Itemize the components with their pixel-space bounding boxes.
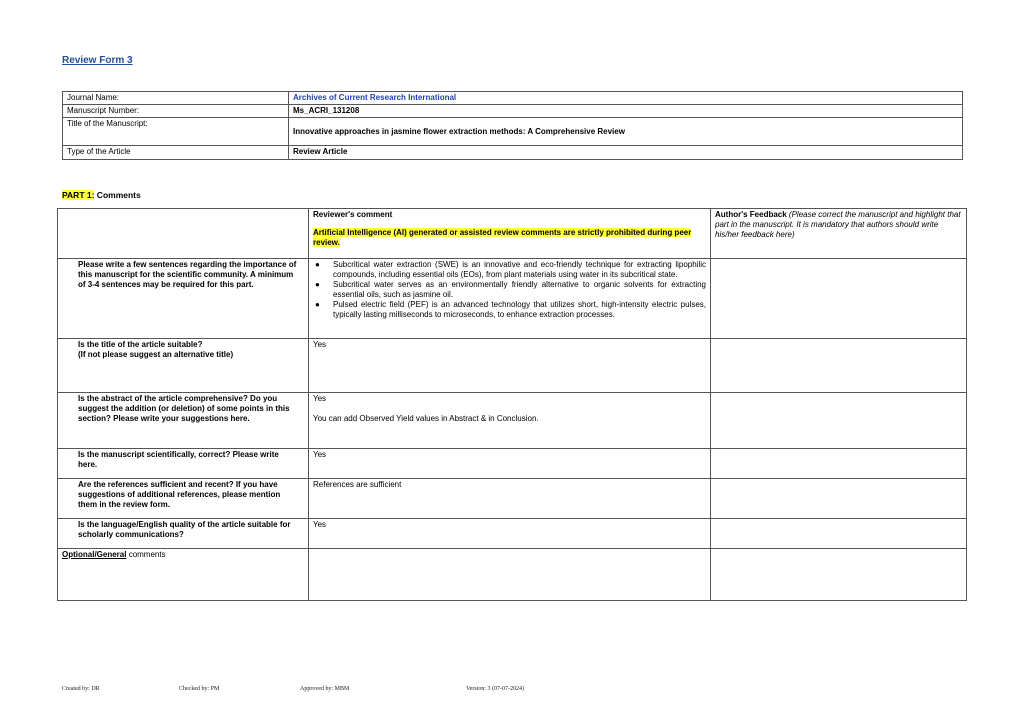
manuscript-number-row bbox=[63, 105, 963, 118]
journal-row bbox=[63, 92, 963, 105]
importance-comment bbox=[309, 259, 711, 339]
ai-warning-text: Artificial Intelligence (AI) generated or assisted review comments are strictly prohibited during peer review. bbox=[313, 228, 692, 247]
manuscript-title-row bbox=[63, 118, 963, 146]
optional-row bbox=[58, 549, 967, 601]
article-type-row bbox=[63, 146, 963, 160]
review-comments-table bbox=[57, 208, 967, 601]
optional-label-rest: comments bbox=[126, 550, 166, 559]
part-heading bbox=[62, 190, 141, 200]
references-comment: References are sufficient bbox=[309, 479, 711, 519]
scientific-question: Is the manuscript scientifically, correct? Please write here. bbox=[58, 449, 309, 479]
optional-label: Optional/General bbox=[62, 550, 127, 559]
optional-author-feedback[interactable] bbox=[711, 549, 967, 601]
abstract-question: Is the abstract of the article comprehensive? Do you suggest the addition (or deletion) of some points in this section? Please write your suggestions here. bbox=[58, 393, 309, 449]
importance-bullet-3: ● Pulsed electric field (PEF) is an advanced technology that utilizes short, high-intensity electric pulses, typically lasting milliseconds to microseconds, to enhance extraction processes. bbox=[315, 300, 706, 319]
author-feedback-header bbox=[711, 209, 967, 259]
article-type-value: Review Article bbox=[289, 146, 963, 160]
scientific-comment: Yes bbox=[309, 449, 711, 479]
manuscript-title-value: Innovative approaches in jasmine flower extraction methods: A Comprehensive Review bbox=[289, 118, 963, 146]
title-suitable-author-feedback[interactable] bbox=[711, 339, 967, 393]
title-suitable-row bbox=[58, 339, 967, 393]
part-rest: Comments bbox=[94, 190, 141, 200]
footer-version: Version: 3 (07-07-2024) bbox=[466, 686, 524, 692]
bullet-icon: ● bbox=[315, 260, 320, 269]
footer-approved-by: Approved by: MBM bbox=[300, 686, 350, 692]
optional-comment[interactable] bbox=[309, 549, 711, 601]
author-feedback-title: Author's Feedback bbox=[715, 210, 787, 219]
language-comment: Yes bbox=[309, 519, 711, 549]
importance-row bbox=[58, 259, 967, 339]
abstract-comment bbox=[309, 393, 711, 449]
manuscript-number-value: Ms_ACRI_131208 bbox=[289, 105, 963, 118]
scientific-row bbox=[58, 449, 967, 479]
importance-question: Please write a few sentences regarding the importance of this manuscript for the scientific community. A minimum of 3-4 sentences may be required for this part. bbox=[58, 259, 309, 339]
importance-author-feedback[interactable] bbox=[711, 259, 967, 339]
reviewer-comment-header bbox=[309, 209, 711, 259]
references-row bbox=[58, 479, 967, 519]
bullet-icon: ● bbox=[315, 300, 320, 309]
reviewer-comment-title: Reviewer's comment bbox=[313, 210, 393, 219]
article-type-label: Type of the Article bbox=[63, 146, 289, 160]
review-header-row bbox=[58, 209, 967, 259]
footer-checked-by: Checked by: PM bbox=[179, 686, 220, 692]
title-suitable-question: Is the title of the article suitable? (If not please suggest an alternative title) bbox=[58, 339, 309, 393]
language-question: Is the language/English quality of the article suitable for scholarly communications? bbox=[58, 519, 309, 549]
scientific-author-feedback[interactable] bbox=[711, 449, 967, 479]
bullet-icon: ● bbox=[315, 280, 320, 289]
importance-bullet-1: ● Subcritical water extraction (SWE) is an innovative and eco-friendly technique for extracting lipophilic compounds, including essential oils (EOs), from plant materials using water in its subcritical state. bbox=[315, 260, 706, 279]
form-title: Review Form 3 bbox=[62, 55, 133, 66]
footer-created-by: Created by: DR bbox=[62, 686, 100, 692]
language-row bbox=[58, 519, 967, 549]
abstract-comment-1: Yes bbox=[313, 394, 327, 403]
importance-bullet-list bbox=[313, 260, 706, 320]
title-suitable-comment: Yes bbox=[309, 339, 711, 393]
optional-label-cell bbox=[58, 549, 309, 601]
language-author-feedback[interactable] bbox=[711, 519, 967, 549]
references-author-feedback[interactable] bbox=[711, 479, 967, 519]
journal-label: Journal Name: bbox=[63, 92, 289, 105]
abstract-row bbox=[58, 393, 967, 449]
header-empty-cell bbox=[58, 209, 309, 259]
manuscript-title-label: Title of the Manuscript: bbox=[63, 118, 289, 146]
author-feedback-note: (Please correct the manuscript and highlight that part in the manuscript. It is mandatory that authors should write his/her feedback here) bbox=[715, 210, 961, 239]
manuscript-info-table bbox=[62, 91, 963, 160]
abstract-comment-2: You can add Observed Yield values in Abstract & in Conclusion. bbox=[313, 414, 539, 423]
journal-value: Archives of Current Research International bbox=[289, 92, 963, 105]
manuscript-number-label: Manuscript Number: bbox=[63, 105, 289, 118]
importance-bullet-2: ● Subcritical water serves as an environmentally friendly alternative to organic solvents for extracting essential oils, such as jasmine oil. bbox=[315, 280, 706, 299]
part-label: PART 1: bbox=[62, 190, 95, 200]
references-question: Are the references sufficient and recent? If you have suggestions of additional references, please mention them in the review form. bbox=[58, 479, 309, 519]
abstract-author-feedback[interactable] bbox=[711, 393, 967, 449]
